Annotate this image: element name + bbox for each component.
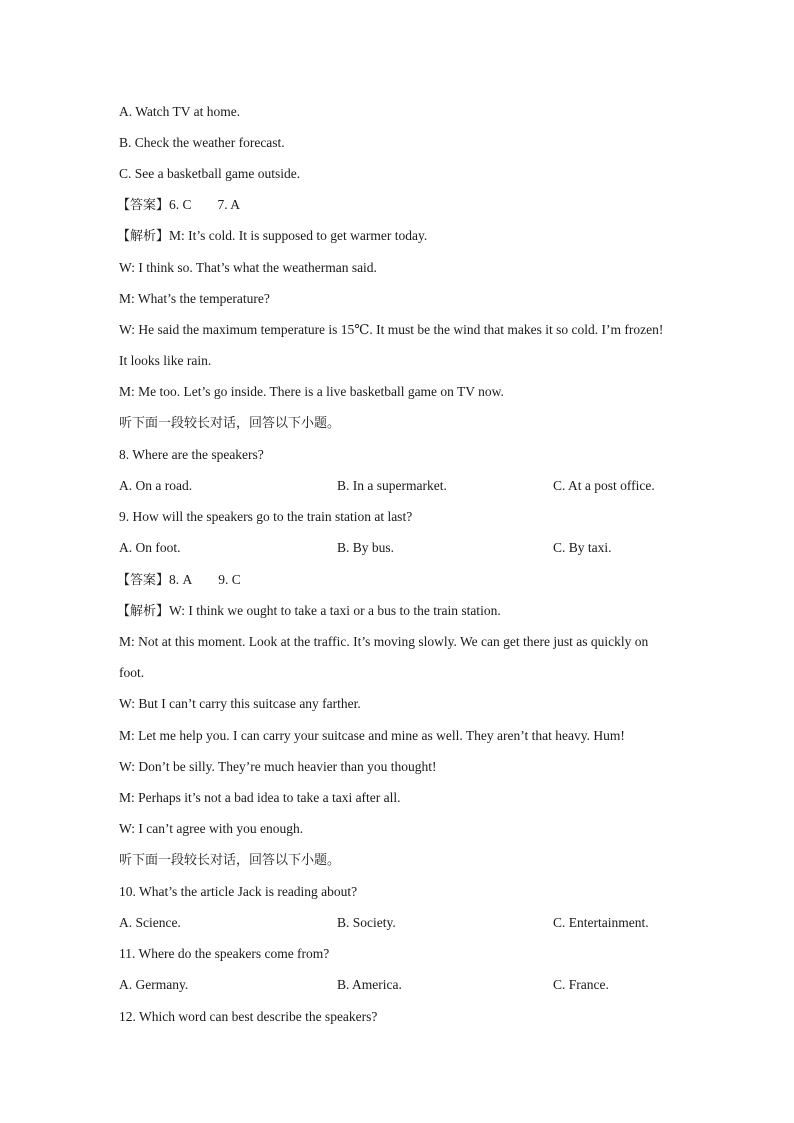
options-row-11 [0, 976, 794, 994]
q10-option-c: C. Entertainment. [553, 915, 649, 930]
section-instruction: 听下面一段较长对话，回答以下小题。 [119, 853, 341, 868]
analysis-line [117, 227, 427, 246]
option-c: C. See a basketball game outside. [119, 166, 301, 181]
dialogue-line: M: Let me help you. I can carry your suitcase and mine as well. They aren’t that heavy. Hum! [119, 728, 625, 743]
dialogue-line: W: Don’t be silly. They’re much heavier than you thought! [119, 759, 437, 774]
analysis-tag: 【解析】 [117, 604, 170, 619]
dialogue-line: W: I can’t agree with you enough. [119, 821, 304, 836]
question-9: 9. How will the speakers go to the train station at last? [119, 509, 413, 524]
answer-tag: 【答案】 [117, 198, 170, 213]
section-instruction: 听下面一段较长对话，回答以下小题。 [119, 416, 341, 431]
answer-line [117, 196, 240, 215]
dialogue-line: M: Perhaps it’s not a bad idea to take a taxi after all. [119, 790, 401, 805]
answer-9: 9. C [218, 572, 241, 587]
options-row-9 [0, 539, 794, 557]
answer-8: 8. A [169, 572, 193, 587]
analysis-first: M: It’s cold. It is supposed to get warmer today. [169, 228, 428, 243]
options-row-8 [0, 477, 794, 495]
options-row-10 [0, 914, 794, 932]
answer-tag: 【答案】 [117, 573, 170, 588]
option-b: B. Check the weather forecast. [119, 135, 285, 150]
q10-option-b: B. Society. [337, 915, 396, 930]
option-a: A. Watch TV at home. [119, 104, 241, 119]
q11-option-c: C. France. [553, 977, 609, 992]
question-8: 8. Where are the speakers? [119, 447, 264, 462]
q9-option-a: A. On foot. [119, 540, 181, 555]
q8-option-b: B. In a supermarket. [337, 478, 447, 493]
dialogue-line: foot. [119, 665, 145, 680]
answer-7: 7. A [217, 197, 241, 212]
q10-option-a: A. Science. [119, 915, 181, 930]
analysis-tag: 【解析】 [117, 229, 170, 244]
dialogue-line: It looks like rain. [119, 353, 212, 368]
q9-option-b: B. By bus. [337, 540, 395, 555]
q11-option-b: B. America. [337, 977, 402, 992]
analysis-first: W: I think we ought to take a taxi or a bus to the train station. [169, 603, 501, 618]
q9-option-c: C. By taxi. [553, 540, 612, 555]
dialogue-line: M: Not at this moment. Look at the traffic. It’s moving slowly. We can get there just as quickly on [119, 634, 649, 649]
question-11: 11. Where do the speakers come from? [119, 946, 330, 961]
analysis-line [117, 602, 501, 621]
dialogue-line: W: But I can’t carry this suitcase any farther. [119, 696, 361, 711]
dialogue-line: W: I think so. That’s what the weatherman said. [119, 260, 377, 275]
question-10: 10. What’s the article Jack is reading about? [119, 884, 358, 899]
dialogue-line: W: He said the maximum temperature is 15℃. It must be the wind that makes it so cold. I’m frozen! [119, 322, 664, 337]
answer-line [117, 571, 241, 590]
q8-option-c: C. At a post office. [553, 478, 655, 493]
question-12: 12. Which word can best describe the speakers? [119, 1009, 378, 1024]
q11-option-a: A. Germany. [119, 977, 189, 992]
dialogue-line: M: Me too. Let’s go inside. There is a live basketball game on TV now. [119, 384, 504, 399]
answer-6: 6. C [169, 197, 192, 212]
dialogue-line: M: What’s the temperature? [119, 291, 270, 306]
q8-option-a: A. On a road. [119, 478, 193, 493]
